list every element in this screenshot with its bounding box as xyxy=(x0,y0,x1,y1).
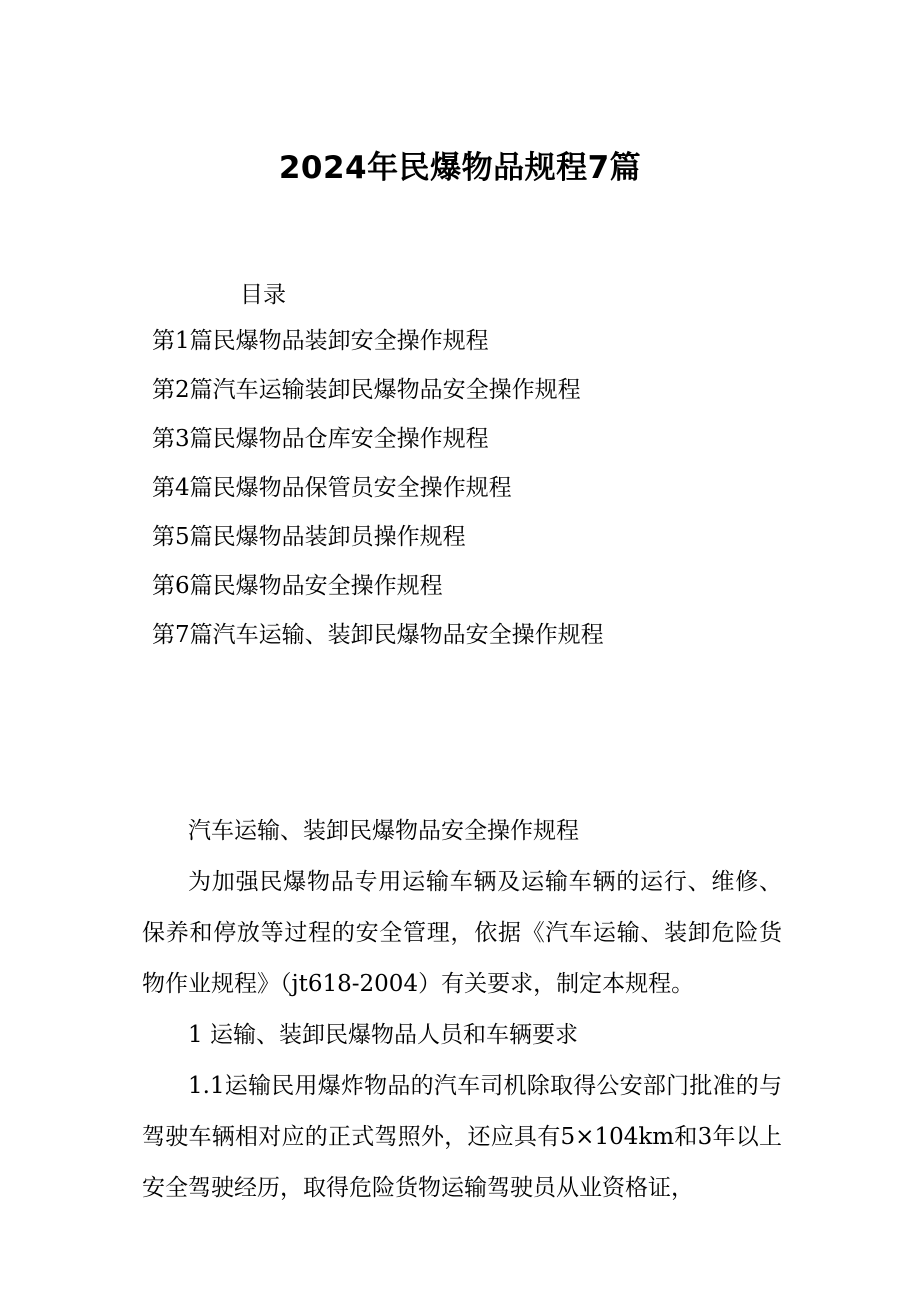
toc-item-5: 第5篇民爆物品装卸员操作规程 xyxy=(152,524,466,550)
document-title: 2024年民爆物品规程7篇 xyxy=(278,150,642,186)
toc-item-7: 第7篇汽车运输、装卸民爆物品安全操作规程 xyxy=(152,622,604,648)
section-title: 汽车运输、装卸民爆物品安全操作规程 xyxy=(188,818,579,844)
document-body xyxy=(142,806,782,1214)
table-of-contents xyxy=(152,326,604,669)
toc-item-4: 第4篇民爆物品保管员安全操作规程 xyxy=(152,475,512,501)
toc-item-3: 第3篇民爆物品仓库安全操作规程 xyxy=(152,426,489,452)
toc-heading: 目录 xyxy=(240,282,286,308)
toc-item-2: 第2篇汽车运输装卸民爆物品安全操作规程 xyxy=(152,377,581,403)
body-heading-1: 1 运输、装卸民爆物品人员和车辆要求 xyxy=(188,1022,578,1048)
body-paragraph-1-1: 1.1运输民用爆炸物品的汽车司机除取得公安部门批准的与驾驶车辆相对应的正式驾照外，还应具有5×104km和3年以上安全驾驶经历，取得危险货物运输驾驶员从业资格证， xyxy=(142,1073,782,1201)
toc-item-1: 第1篇民爆物品装卸安全操作规程 xyxy=(152,328,489,354)
toc-item-6: 第6篇民爆物品安全操作规程 xyxy=(152,573,443,599)
body-paragraph-intro: 为加强民爆物品专用运输车辆及运输车辆的运行、维修、保养和停放等过程的安全管理，依据《汽车运输、装卸危险货物作业规程》（jt618-2004）有关要求，制定本规程。 xyxy=(142,869,782,997)
